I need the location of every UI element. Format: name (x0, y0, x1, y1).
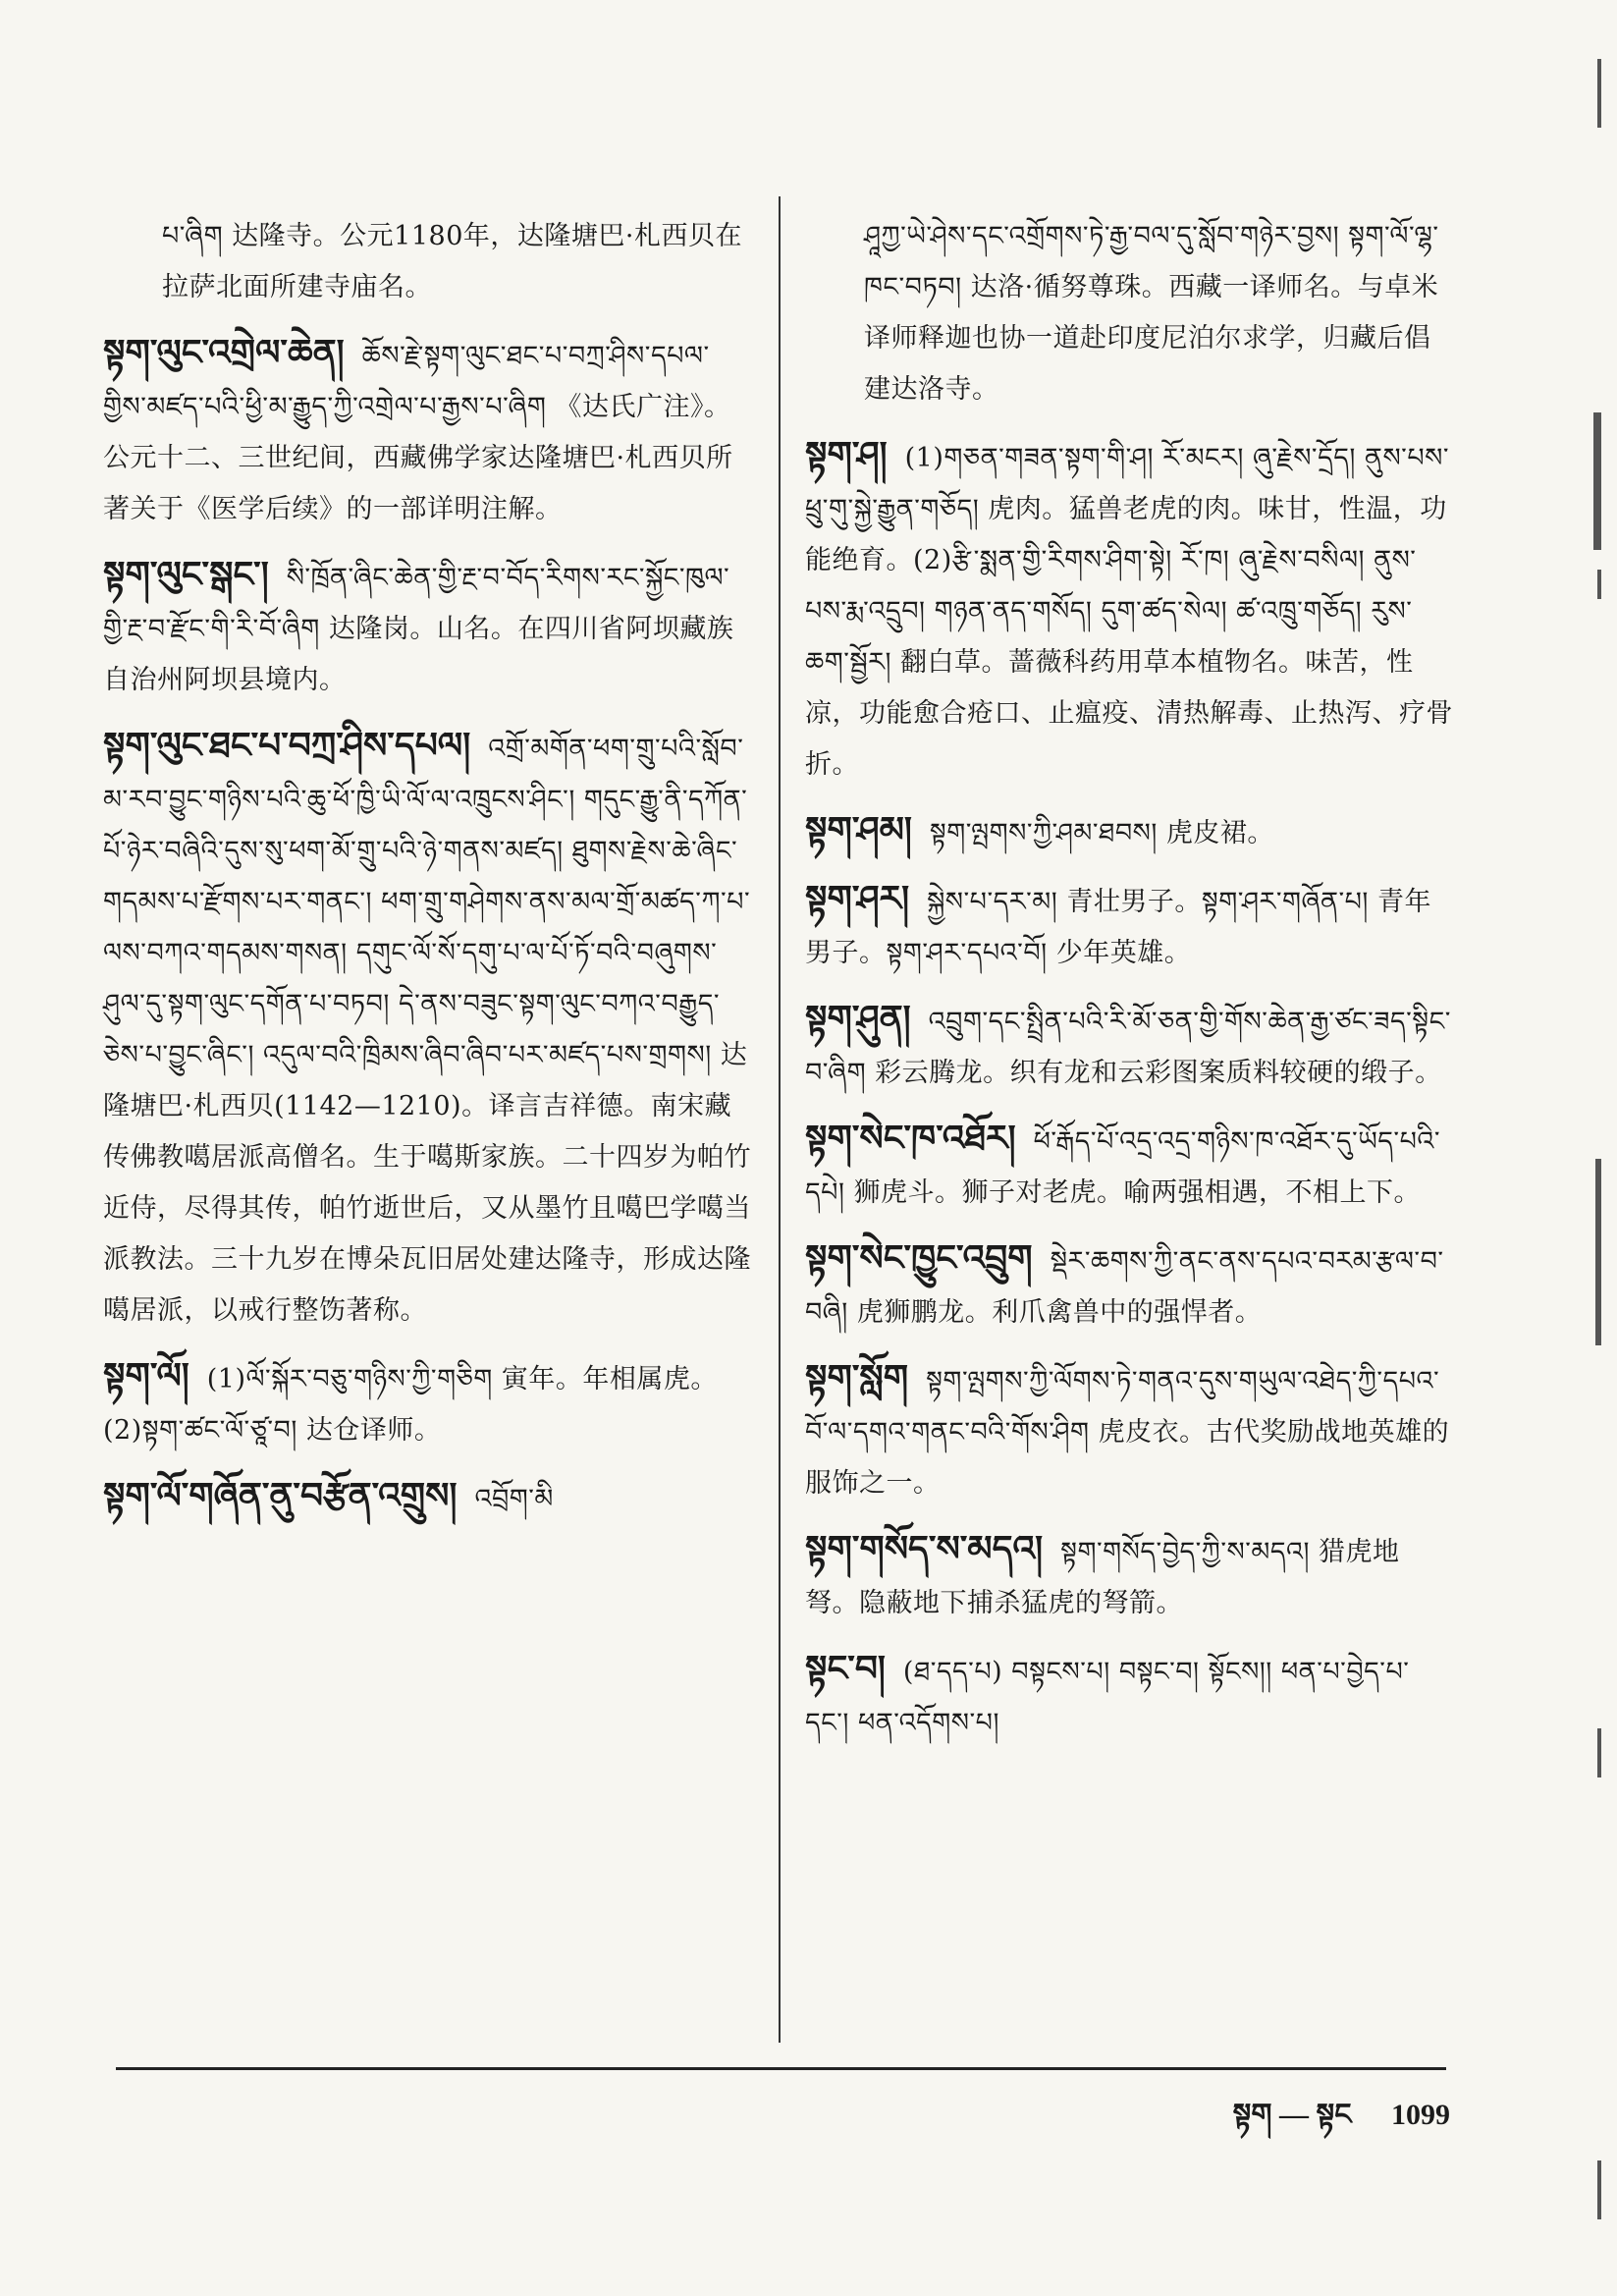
dictionary-entry (805, 1643, 1453, 1749)
definition-text: (1)ལོ་སྐོར་བཅུ་གཉིས་ཀྱི་གཅིག 寅年。年相属虎。(2)སྟག་ཚང་ལོ་ཙཱ་བ། 达仓译师。 (103, 1364, 718, 1446)
dictionary-entry (103, 720, 751, 1337)
dictionary-entry (805, 804, 1453, 859)
dictionary-entry (103, 549, 751, 706)
page-number: 1099 (1391, 2099, 1450, 2131)
dictionary-entry (805, 1523, 1453, 1629)
definition-text: (1)གཅན་གཟན་སྟག་གི་ཤ། རོ་མངར། ཞུ་རྗེས་དྲོད། ནུས་པས་ཕྲུ་གུ་སྐྱེ་རྒྱུན་གཅོད། 虎肉。猛兽老虎的肉。味甘，性温，功能绝育。(2)རྩི་སྨན་གྱི་རིགས་ཤིག་སྟེ། རོ་ཁ། ཞུ་རྗེས་བསིལ། ནུས་པས་རྨ་འདྲུབ། གཉན་ནད་གསོད། དུག་ཚད་སེལ། ཚ་འཁྲུ་གཅོད། རུས་ཆག་སྦྱོར། 翻白草。蔷薇科药用草本植物名。味苦，性凉，功能愈合疮口、止瘟疫、清热解毒、止热泻、疗骨折。 (805, 443, 1453, 780)
dictionary-entry (805, 211, 1453, 415)
definition-text: ཆོས་རྗེ་སྟག་ལུང་ཐང་པ་བཀྲ་ཤིས་དཔལ་གྱིས་མཛད་པའི་ཕྱི་མ་རྒྱུད་ཀྱི་འགྲེལ་པ་རྒྱས་པ་ཞིག 《达氏广注》。公元十二、三世纪间，西藏佛学家达隆塘巴·札西贝所著关于《医学后续》的一部详明注解。 (103, 341, 733, 524)
headword: སྟག་ལོ། (103, 1355, 189, 1396)
definition-text: སྐྱེས་པ་དར་མ། 青壮男子。སྟག་ཤར་གཞོན་པ། 青年男子。སྟག་ཤར་དཔའ་བོ། 少年英雄。 (805, 887, 1432, 968)
headword: སྟག་གསོད་ས་མདའ། (805, 1528, 1044, 1569)
dictionary-entry (805, 1232, 1453, 1339)
definition-text: འགྲོ་མགོན་ཕག་གྲུ་པའི་སློབ་མ་རབ་བྱུང་གཉིས་པའི་ཆུ་ཕོ་ཁྱི་ཡི་ལོ་ལ་འཁྲུངས་ཤིང་། གདུང་རྒྱུ་ནི་དཀོན་པོ་ཉེར་བཞིའི་དུས་སུ་ཕག་མོ་གྲུ་པའི་ཉེ་གནས་མཛད། ཐུགས་རྗེས་ཆེ་ཞིང་གདམས་པ་རྫོགས་པར་གནང་། ཕག་གྲུ་གཤེགས་ནས་མལ་གྲོ་མཚད་ཀ་པ་ལས་བཀའ་གདམས་གསན། དགུང་ལོ་སོ་དགུ་པ་ལ་པོ་ཏོ་བའི་བཞུགས་ཤུལ་དུ་སྟག་ལུང་དགོན་པ་བཏབ། དེ་ནས་བཟུང་སྟག་ལུང་བཀའ་བརྒྱུད་ཅེས་པ་བྱུང་ཞིང་། འདུལ་བའི་ཁྲིམས་ཞིབ་ཞིབ་པར་མཛད་པས་གྲགས། 达隆塘巴·札西贝(1142—1210)。译言吉祥德。南宋藏传佛教噶居派高僧名。生于噶斯家族。二十四岁为帕竹近侍，尽得其传，帕竹逝世后，又从墨竹且噶巴学噶当派教法。三十九岁在博朵瓦旧居处建达隆寺，形成达隆噶居派，以戒行整饬著称。 (103, 734, 751, 1326)
headword: སྟག་ཤམ། (805, 809, 912, 850)
dictionary-entry (805, 429, 1453, 791)
column-divider (779, 196, 781, 2043)
definition-text: སྟག་ལྤགས་ཀྱི་ཤམ་ཐབས། 虎皮裙。 (929, 818, 1274, 848)
definition-text: ཕོ་རྒོད་པོ་འདྲ་འདྲ་གཉིས་ཁ་འཐོར་དུ་ཡོད་པའི་དཔེ། 狮虎斗。狮子对老虎。喻两强相遇，不相上下。 (805, 1126, 1441, 1208)
headword: སྟག་ལུང་ཐང་པ་བཀྲ་ཤིས་དཔལ། (103, 725, 471, 766)
definition-text: (ཐ་དད་པ) བསྟངས་པ། བསྟང་བ། སྟོངས།། ཕན་པ་བྱེད་པ་དང་། ཕན་འདོགས་པ། (805, 1657, 1410, 1738)
scan-edge-marks (1580, 59, 1605, 2219)
dictionary-entry (805, 1113, 1453, 1219)
headword: སྟག་ཤར། (805, 878, 910, 919)
headword: སྟག་ཤ། (805, 434, 888, 475)
headword: སྟང་བ། (805, 1648, 886, 1689)
headword: སྟག་ལོ་གཞོན་ནུ་བརྩོན་འགྲུས། (103, 1475, 458, 1516)
definition-text: སྟག་ལྤགས་ཀྱི་ལོགས་ཏེ་གནའ་དུས་གཡུལ་འཐེད་ཀྱི་དཔའ་བོ་ལ་དགའ་གནང་བའི་གོས་ཤིག 虎皮衣。古代奖励战地英雄的服饰之一。 (805, 1366, 1450, 1499)
definition-text: འབྲོག་མི (474, 1484, 554, 1514)
dictionary-entry (103, 1350, 751, 1456)
dictionary-entry (805, 993, 1453, 1099)
dictionary-entry (805, 873, 1453, 979)
headword: སྟག་ལུང་སྒང་། (103, 554, 269, 595)
headword: སྟག་ལུང་འགྲེལ་ཆེན། (103, 332, 345, 373)
dictionary-entry (103, 211, 751, 313)
left-column (103, 211, 751, 1539)
definition-text: སི་ཁྲོན་ཞིང་ཆེན་གྱི་རྔ་བ་བོད་རིགས་རང་སྐྱོང་ཁུལ་གྱི་རྔ་བ་རྫོང་གི་རི་བོ་ཞིག 达隆岗。山名。在四川省阿坝藏族自治州阿坝县境内。 (103, 563, 734, 695)
dictionary-entry (805, 1352, 1453, 1509)
dictionary-entry (103, 1470, 751, 1525)
page-footer (1204, 2082, 1450, 2164)
right-column (805, 211, 1453, 1763)
headword: སྟག་སེང་ཁྱུང་འབྲུག (805, 1237, 1033, 1279)
footer-rule (116, 2067, 1446, 2070)
definition-text: ཤཱཀྱ་ཡེ་ཤེས་དང་འགྲོགས་ཏེ་རྒྱ་བལ་དུ་སློབ་གཉེར་བྱས། སྟག་ལོ་ལྷ་ཁང་བཏབ། 达洛·循努尊珠。西藏一译师名。与卓米译师释迦也协一道赴印度尼泊尔求学，归藏后倡建达洛寺。 (864, 221, 1439, 405)
dictionary-entry (103, 327, 751, 535)
definition-text: སྟག་གསོད་བྱེད་ཀྱི་ས་མདའ། 猎虎地弩。隐蔽地下捕杀猛虎的弩箭。 (805, 1537, 1400, 1618)
headword: སྟག་སློག (805, 1357, 909, 1398)
definition-text: སྡེར་ཆགས་ཀྱི་ནང་ནས་དཔའ་བརམ་རྩལ་བ་བཞི། 虎狮鹏龙。利爪禽兽中的强悍者。 (805, 1246, 1444, 1328)
definition-text: པ་ཞིག 达隆寺。公元1180年，达隆塘巴·札西贝在拉萨北面所建寺庙名。 (162, 221, 742, 302)
headword: སྟག་ཤུན། (805, 998, 911, 1039)
definition-text: འབྲུག་དང་སྤྲིན་པའི་རི་མོ་ཅན་གྱི་གོས་ཆེན་རྒྱ་ཙང་ཟད་སྟིང་བ་ཞིག 彩云腾龙。织有龙和云彩图案质料较硬的缎子。 (805, 1007, 1451, 1088)
headword: སྟག་སེང་ཁ་འཐོར། (805, 1118, 1016, 1159)
guide-words: སྟག — སྟང (1232, 2099, 1352, 2131)
